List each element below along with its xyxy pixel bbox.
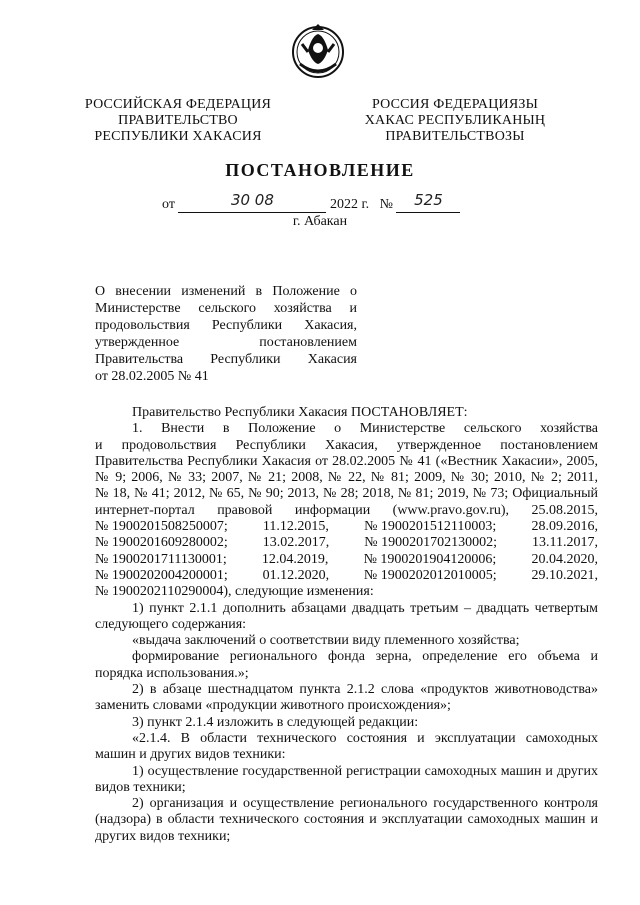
body-line: 1. Внести в Положение о Министерстве сельского хозяйства: [132, 421, 598, 437]
subject-block: [95, 283, 357, 385]
header-khakas: [355, 97, 555, 145]
publication-row: [95, 568, 598, 584]
pub-cell: 28.09.2016,: [531, 519, 598, 535]
pub-cell: 29.10.2021,: [531, 567, 598, 583]
handwritten-number: 525: [414, 191, 443, 209]
body-text: [95, 405, 598, 845]
quote-line: порядка использования.»;: [95, 665, 249, 681]
date-number-line: [162, 191, 460, 213]
header-line: РОССИЯ ФЕДЕРАЦИЯЗЫ: [371, 97, 539, 112]
item-2-line: 2) в абзаце шестнадцатом пункта 2.1.2 слова «продуктов животноводства»: [132, 682, 598, 698]
subitem-2-line: других видов техники;: [95, 828, 231, 844]
quote-line: «2.1.4. В области технического состояния и эксплуатации самоходных: [132, 730, 598, 746]
publication-row: [95, 519, 598, 535]
subject-line: продовольствия Республики Хакасия,: [95, 318, 357, 333]
date-prefix: от: [162, 197, 175, 212]
header-line: ХАКАС РЕСПУБЛИКАНЫҢ: [364, 113, 546, 128]
pub-cell: 13.11.2017,: [532, 535, 598, 551]
pub-cell: № 1900201609280002;: [95, 535, 228, 551]
pub-cell: № 1900201711130001;: [95, 551, 227, 567]
body-line: № 18, № 41; 2012, № 65, № 90; 2013, № 28; 2018, № 81; 2019, № 73; Официальный: [95, 486, 598, 502]
item-3-line: 3) пункт 2.1.4 изложить в следующей редакции:: [132, 714, 419, 730]
subject-line: О внесении изменений в Положение о: [95, 284, 357, 299]
pub-cell: № 1900202004200001;: [95, 567, 228, 583]
subject-line: Министерстве сельского хозяйства и: [95, 301, 357, 316]
date-year: 2022 г.: [329, 197, 370, 212]
item-2-line: заменить словами «продукции животного происхождения»;: [95, 698, 451, 714]
subitem-2-line: (надзора) в области технического состояния и эксплуатации самоходных машин и: [95, 812, 598, 828]
header-line: РЕСПУБЛИКИ ХАКАСИЯ: [94, 129, 262, 144]
number-field: [396, 191, 460, 213]
pub-cell: № 1900201508250007;: [95, 519, 228, 535]
quote-line: «выдача заключений о соответствии виду племенного хозяйства;: [132, 633, 520, 649]
number-sign: №: [379, 197, 393, 212]
header-line: ПРАВИТЕЛЬСТВО: [118, 113, 238, 128]
pub-cell: № 1900202012010005;: [363, 567, 497, 583]
header-russian: [78, 97, 278, 145]
subitem-2-line: 2) организация и осуществление регионального государственного контроля: [132, 796, 598, 812]
subject-line: от 28.02.2005 № 41: [95, 369, 209, 384]
item-1-line: 1) пункт 2.1.1 дополнить абзацами двадцать третьим – двадцать четвертым: [132, 600, 598, 616]
document-type-title: ПОСТАНОВЛЕНИЕ: [225, 160, 415, 180]
pub-cell: № 1900201904120006;: [363, 551, 497, 567]
header-line: РОССИЙСКАЯ ФЕДЕРАЦИЯ: [84, 97, 272, 112]
body-line: и продовольствия Республики Хакасия, утвержденное постановлением: [95, 437, 598, 453]
coat-of-arms-emblem: [290, 22, 346, 80]
quote-line: формирование регионального фонда зерна, определение его объема и: [132, 649, 598, 665]
publication-row: [95, 552, 598, 568]
body-line: Правительства Республики Хакасия от 28.02.2005 № 41 («Вестник Хакасии», 2005,: [95, 453, 598, 469]
item-1-line: следующего содержания:: [95, 616, 247, 632]
subject-line: Правительства Республики Хакасия: [95, 352, 357, 367]
subject-line: утвержденное постановлением: [95, 335, 357, 350]
pub-cell: 11.12.2015,: [262, 519, 329, 535]
pub-cell: 20.04.2020,: [531, 551, 598, 567]
header-line: ПРАВИТЕЛЬСТВОЗЫ: [385, 129, 525, 144]
subitem-1-line: 1) осуществление государственной регистрации самоходных машин и других: [132, 763, 598, 779]
pub-cell: № 1900201512110003;: [364, 519, 497, 535]
handwritten-date: 30 08: [230, 191, 274, 209]
body-line: № 9; 2006, № 33; 2007, № 21; 2008, № 22, № 81; 2009, № 30; 2010, № 2; 2011,: [95, 470, 598, 486]
pub-cell: 12.04.2019,: [261, 551, 329, 567]
pub-cell: 13.02.2017,: [262, 535, 330, 551]
date-field: [178, 191, 326, 213]
subitem-1-line: видов техники;: [95, 779, 186, 795]
pub-cell: № 1900201702130002;: [364, 535, 497, 551]
quote-line: машин и других видов техники:: [95, 747, 286, 763]
body-line: интернет-портал правовой информации (www.pravo.gov.ru), 25.08.2015,: [95, 502, 598, 518]
city-line: г. Абакан: [292, 214, 348, 229]
body-line: № 1900202110290004), следующие изменения:: [95, 584, 374, 600]
intro-paragraph: Правительство Республики Хакасия ПОСТАНОВЛЯЕТ:: [132, 405, 468, 420]
publication-row: [95, 535, 598, 551]
pub-cell: 01.12.2020,: [262, 567, 330, 583]
